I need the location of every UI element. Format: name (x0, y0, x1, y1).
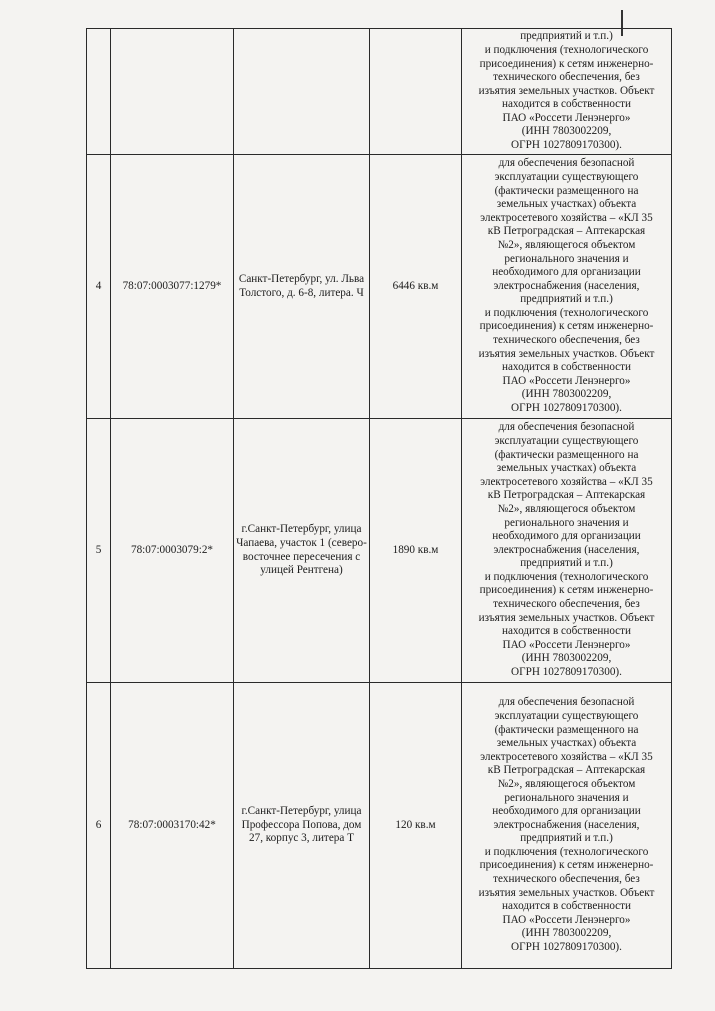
purpose-description (462, 419, 672, 683)
purpose-description (462, 683, 672, 969)
description-line: электросетевого хозяйства – «КЛ 35 (480, 750, 653, 763)
description-line: земельных участках) объекта (496, 737, 637, 750)
description-line: ПАО «Россети Ленэнерго» (502, 638, 631, 651)
area (370, 29, 462, 155)
description-line: (фактически размещенного на (494, 723, 639, 736)
description-line: (ИНН 7803002209, (521, 388, 612, 401)
description-line: регионального значения и (504, 791, 629, 804)
description-line: ПАО «Россети Ленэнерго» (502, 374, 631, 387)
description-line: земельных участках) объекта (496, 462, 637, 475)
description-line: электроснабжения (населения, (493, 543, 640, 556)
description-line: находится в собственности (501, 900, 632, 913)
purpose-description (462, 155, 672, 419)
description-line: находится в собственности (501, 361, 632, 374)
description-line: находится в собственности (501, 98, 632, 111)
description-line: изъятия земельных участков. Объект (478, 84, 655, 97)
description-line: эксплуатации существующего (494, 434, 639, 447)
description-line: и подключения (технологического (484, 845, 649, 858)
land-plots-table (86, 28, 672, 969)
description-line: технического обеспечения, без (493, 334, 640, 347)
description-line: ОГРН 1027809170300). (511, 139, 622, 152)
purpose-description (462, 29, 672, 155)
description-line: (ИНН 7803002209, (521, 927, 612, 940)
address (234, 29, 370, 155)
description-line: регионального значения и (504, 516, 629, 529)
description-line: предприятий и т.п.) (520, 30, 613, 43)
description-line: предприятий и т.п.) (520, 832, 613, 845)
description-line: эксплуатации существующего (494, 709, 639, 722)
description-line: земельных участках) объекта (496, 198, 637, 211)
cadastral-number (111, 29, 234, 155)
description-line: ОГРН 1027809170300). (511, 666, 622, 679)
area: 6446 кв.м (370, 155, 462, 419)
row-number: 5 (87, 419, 111, 683)
description-line: необходимого для организации (492, 530, 641, 543)
description-line: изъятия земельных участков. Объект (478, 611, 655, 624)
description-line: и подключения (технологического (484, 570, 649, 583)
description-line: кВ Петроградская – Аптекарская (487, 489, 646, 502)
description-line: изъятия земельных участков. Объект (478, 886, 655, 899)
description-line: (ИНН 7803002209, (521, 125, 612, 138)
row-number: 6 (87, 683, 111, 969)
table-row (87, 419, 672, 683)
description-line: для обеспечения безопасной (498, 696, 635, 709)
description-line: для обеспечения безопасной (498, 157, 635, 170)
table-row (87, 29, 672, 155)
description-line: технического обеспечения, без (493, 873, 640, 886)
description-line: регионального значения и (504, 252, 629, 265)
address: г.Санкт-Петербург, улица Чапаева, участок 1 (северо-восточнее пересечения с улицей Рентгена) (234, 419, 370, 683)
table-row (87, 683, 672, 969)
area: 1890 кв.м (370, 419, 462, 683)
description-line: предприятий и т.п.) (520, 557, 613, 570)
description-line: предприятий и т.п.) (520, 293, 613, 306)
row-number (87, 29, 111, 155)
description-line: кВ Петроградская – Аптекарская (487, 225, 646, 238)
description-line: присоединения) к сетям инженерно- (479, 859, 654, 872)
description-line: (ИНН 7803002209, (521, 652, 612, 665)
row-number: 4 (87, 155, 111, 419)
description-line: электроснабжения (населения, (493, 279, 640, 292)
description-line: присоединения) к сетям инженерно- (479, 57, 654, 70)
description-line: присоединения) к сетям инженерно- (479, 584, 654, 597)
address: г.Санкт-Петербург, улица Профессора Попова, дом 27, корпус 3, литера Т (234, 683, 370, 969)
description-line: необходимого для организации (492, 266, 641, 279)
description-line: и подключения (технологического (484, 306, 649, 319)
description-line: кВ Петроградская – Аптекарская (487, 764, 646, 777)
description-line: (фактически размещенного на (494, 448, 639, 461)
description-line: технического обеспечения, без (493, 71, 640, 84)
description-line: находится в собственности (501, 625, 632, 638)
cadastral-number: 78:07:0003079:2* (111, 419, 234, 683)
area: 120 кв.м (370, 683, 462, 969)
description-line: №2», являющегося объектом (497, 777, 636, 790)
description-line: изъятия земельных участков. Объект (478, 347, 655, 360)
description-line: для обеспечения безопасной (498, 421, 635, 434)
table-row (87, 155, 672, 419)
description-line: ПАО «Россети Ленэнерго» (502, 913, 631, 926)
description-line: №2», являющегося объектом (497, 238, 636, 251)
description-line: необходимого для организации (492, 805, 641, 818)
description-line: (фактически размещенного на (494, 184, 639, 197)
description-line: №2», являющегося объектом (497, 502, 636, 515)
description-line: присоединения) к сетям инженерно- (479, 320, 654, 333)
description-line: и подключения (технологического (484, 43, 649, 56)
description-line: электросетевого хозяйства – «КЛ 35 (480, 475, 653, 488)
address: Санкт-Петербург, ул. Льва Толстого, д. 6-8, литера. Ч (234, 155, 370, 419)
description-line: электросетевого хозяйства – «КЛ 35 (480, 211, 653, 224)
description-line: эксплуатации существующего (494, 170, 639, 183)
description-line: электроснабжения (населения, (493, 818, 640, 831)
cadastral-number: 78:07:0003170:42* (111, 683, 234, 969)
description-line: ОГРН 1027809170300). (511, 402, 622, 415)
description-line: ПАО «Россети Ленэнерго» (502, 111, 631, 124)
description-line: ОГРН 1027809170300). (511, 941, 622, 954)
description-line: технического обеспечения, без (493, 598, 640, 611)
cadastral-number: 78:07:0003077:1279* (111, 155, 234, 419)
